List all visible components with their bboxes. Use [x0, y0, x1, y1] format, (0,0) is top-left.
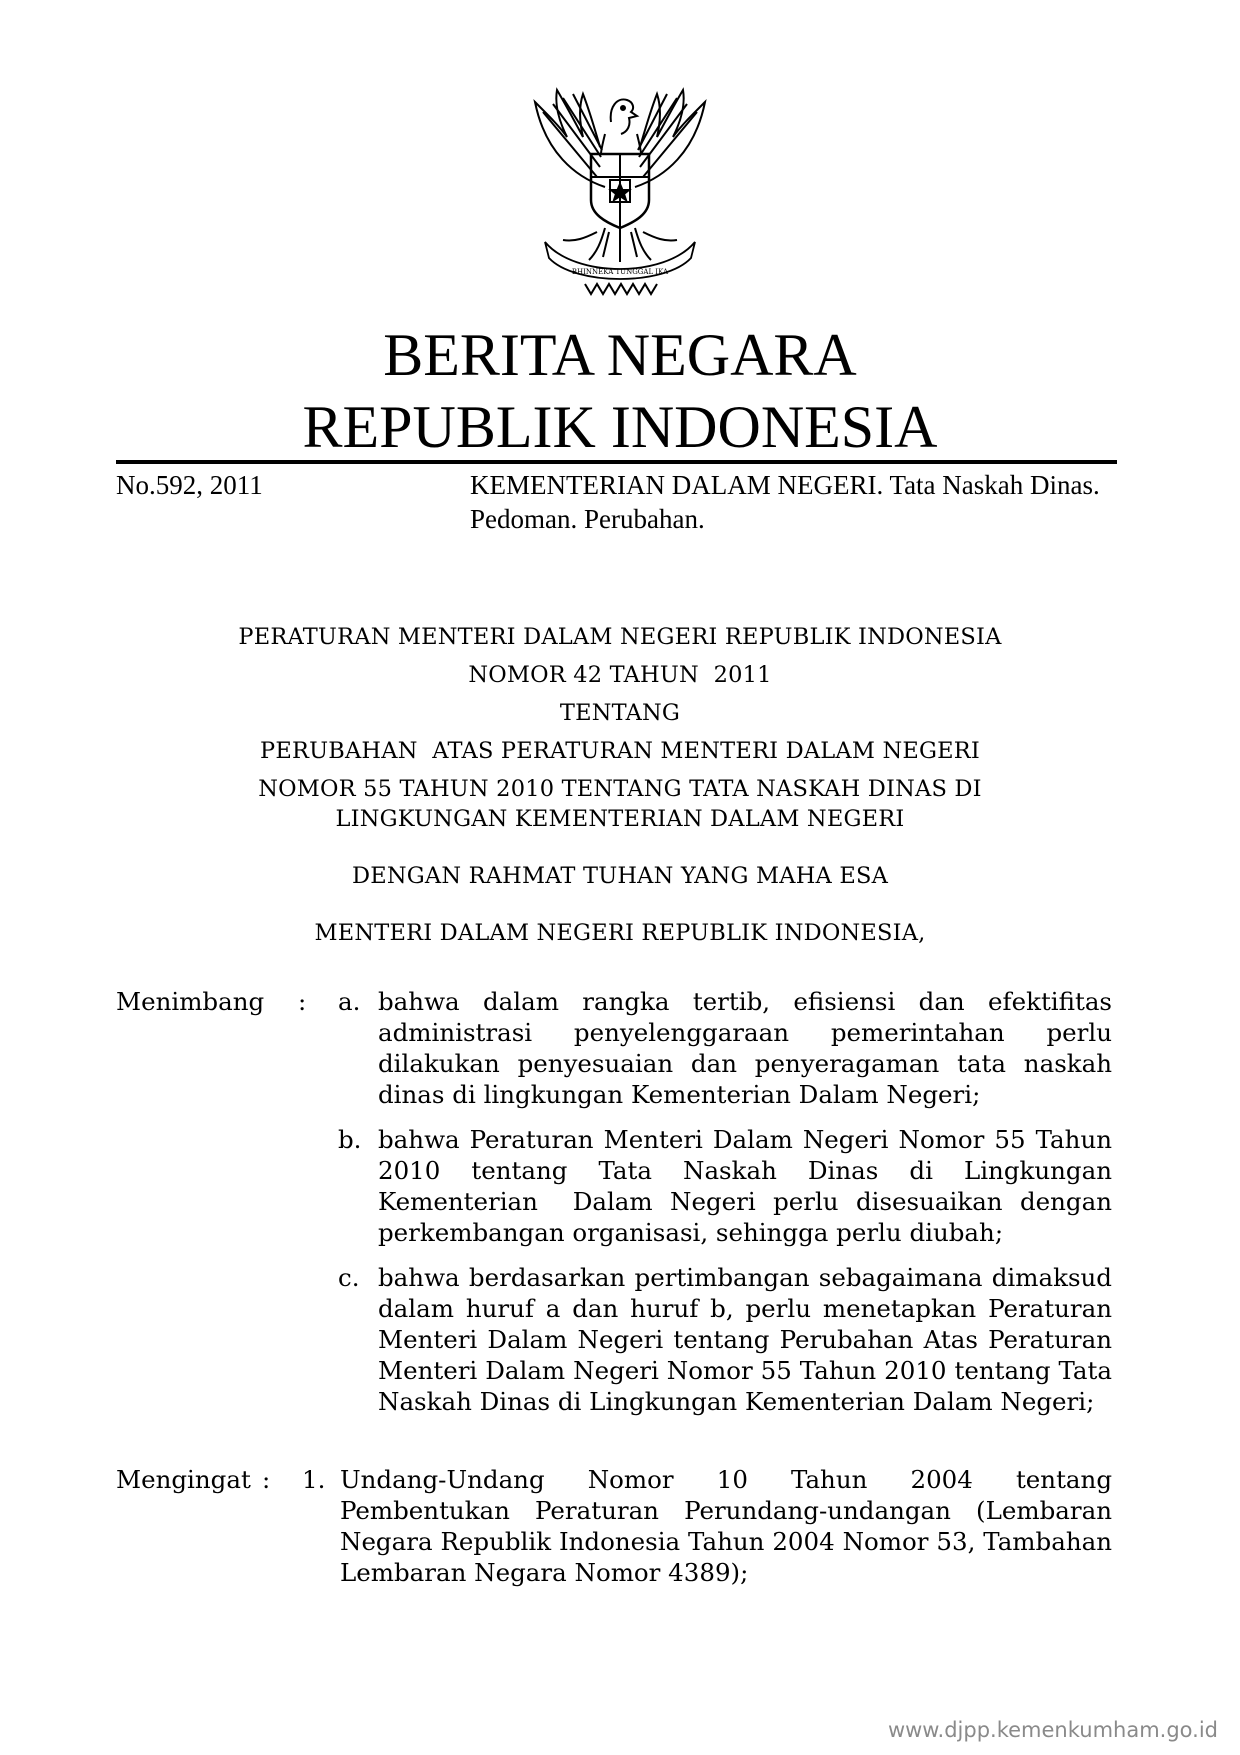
menimbang-label: Menimbang	[116, 987, 265, 1016]
regulation-subject-line-2: NOMOR 55 TAHUN 2010 TENTANG TATA NASKAH DINAS DI	[258, 776, 982, 802]
mengingat-item-1: Undang-Undang Nomor 10 Tahun 2004 tentang Pembentukan Peraturan Perundang-undangan (Lembaran Negara Republik Indonesia Tahun 2004 Nomor 53, Tambahan Lembaran Negara Nomor 4389);	[340, 1465, 1112, 1587]
masthead-title: BERITA NEGARA	[383, 322, 857, 388]
gazette-subject: KEMENTERIAN DALAM NEGERI. Tata Naskah Dinas. Pedoman. Perubahan.	[470, 470, 1100, 534]
mengingat-label: Mengingat	[116, 1465, 251, 1494]
menimbang-marker-b: b.	[338, 1125, 362, 1154]
mengingat-marker-1: 1.	[302, 1465, 326, 1494]
menimbang-item-b: bahwa Peraturan Menteri Dalam Negeri Nomor 55 Tahun 2010 tentang Tata Naskah Dinas di Lingkungan Kementerian Dalam Negeri perlu disesuaikan dengan perkembangan organisasi, sehingga perlu diubah;	[378, 1125, 1120, 1247]
gazette-number: No.592, 2011	[116, 470, 263, 500]
menimbang-marker-a: a.	[338, 987, 361, 1016]
menimbang-item-a: bahwa dalam rangka tertib, efisiensi dan efektifitas administrasi penyelenggaraan pemerintahan perlu dilakukan penyesuaian dan penyeragaman tata naskah dinas di lingkungan Kementerian Dalam Negeri;	[378, 987, 1112, 1109]
menimbang-marker-c: c.	[338, 1263, 360, 1292]
invocation: DENGAN RAHMAT TUHAN YANG MAHA ESA	[351, 863, 889, 889]
masthead-subtitle: REPUBLIK INDONESIA	[302, 394, 938, 460]
issuer: MENTERI DALAM NEGERI REPUBLIK INDONESIA,	[314, 920, 926, 946]
regulation-subject-line-3: LINGKUNGAN KEMENTERIAN DALAM NEGERI	[335, 806, 905, 832]
regulation-about: TENTANG	[559, 700, 681, 726]
regulation-title: PERATURAN MENTERI DALAM NEGERI REPUBLIK INDONESIA	[238, 624, 1002, 650]
menimbang-item-c: bahwa berdasarkan pertimbangan sebagaimana dimaksud dalam huruf a dan huruf b, perlu menetapkan Peraturan Menteri Dalam Negeri tentang Perubahan Atas Peraturan Menteri Dalam Negeri Nomor 55 Tahun 2010 tentang Tata Naskah Dinas di Lingkungan Kementerian Dalam Negeri;	[378, 1263, 1112, 1416]
regulation-subject-line-1: PERUBAHAN ATAS PERATURAN MENTERI DALAM NEGERI	[259, 738, 980, 764]
source-watermark: www.djpp.kemenkumham.go.id	[887, 1718, 1218, 1742]
menimbang-colon: :	[298, 987, 307, 1016]
header-divider	[116, 460, 1117, 464]
mengingat-colon: :	[262, 1465, 271, 1494]
regulation-number: NOMOR 42 TAHUN 2011	[468, 662, 772, 688]
svg-text:BHINNEKA TUNGGAL IKA: BHINNEKA TUNGGAL IKA	[571, 268, 669, 276]
garuda-emblem-icon	[505, 82, 735, 297]
